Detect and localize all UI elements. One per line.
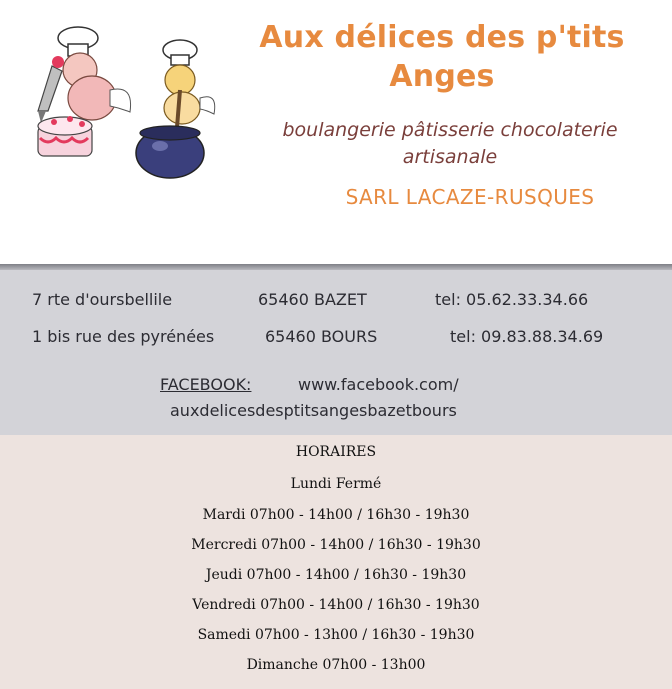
hours-line: Vendredi 07h00 - 14h00 / 16h30 - 19h30	[192, 597, 480, 613]
business-card-header	[0, 0, 672, 266]
angel-with-pot-icon	[136, 40, 215, 178]
city-bours: 65460 BOURS	[265, 327, 378, 346]
hours-line: Samedi 07h00 - 13h00 / 16h30 - 19h30	[197, 627, 475, 643]
brand-title-line2: Anges	[389, 59, 495, 94]
hours-line: Mercredi 07h00 - 14h00 / 16h30 - 19h30	[191, 537, 481, 553]
hours-line: Dimanche 07h00 - 13h00	[246, 657, 426, 673]
angel-with-piping-bag-icon	[38, 27, 131, 156]
hours-title: HORAIRES	[295, 444, 377, 460]
address-bazet: 7 rte d'oursbellile	[32, 290, 173, 309]
hours-line: Jeudi 07h00 - 14h00 / 16h30 - 19h30	[205, 567, 467, 583]
facebook-url-line1[interactable]: www.facebook.com/	[298, 375, 459, 394]
hours-line: Lundi Fermé	[290, 476, 382, 492]
contact-section	[0, 270, 672, 435]
city-bazet: 65460 BAZET	[258, 290, 367, 309]
facebook-label: FACEBOOK:	[160, 375, 252, 394]
tagline-line1: boulangerie pâtisserie chocolaterie	[282, 119, 618, 141]
hours-line: Mardi 07h00 - 14h00 / 16h30 - 19h30	[202, 507, 470, 523]
company-name: SARL LACAZE-RUSQUES	[345, 185, 595, 209]
tagline-line2: artisanale	[402, 146, 498, 168]
phone-bazet[interactable]: tel: 05.62.33.34.66	[435, 290, 589, 309]
brand-title-line1: Aux délices des p'tits	[259, 20, 625, 55]
phone-bours[interactable]: tel: 09.83.88.34.69	[450, 327, 604, 346]
facebook-url-line2[interactable]: auxdelicesdesptitsangesbazetbours	[170, 401, 457, 420]
opening-hours-section	[0, 435, 672, 689]
address-bours: 1 bis rue des pyrénées	[32, 327, 215, 346]
baker-angels-illustration	[30, 18, 220, 188]
